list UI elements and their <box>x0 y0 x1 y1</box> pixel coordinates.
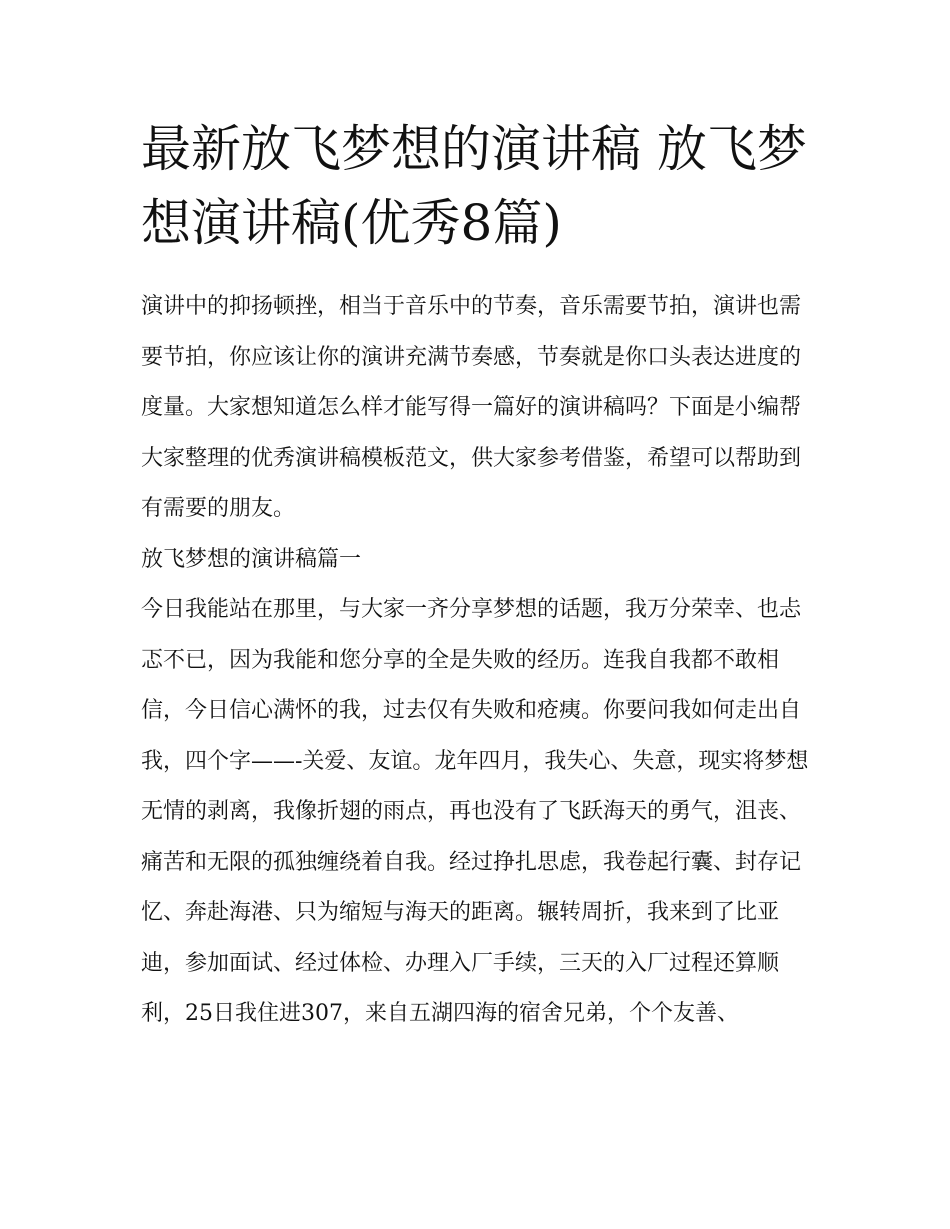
document-title: 最新放飞梦想的演讲稿 放飞梦想演讲稿(优秀8篇) <box>141 120 807 252</box>
intro-paragraph: 演讲中的抑扬顿挫，相当于音乐中的节奏，音乐需要节拍，演讲也需要节拍，你应该让你的演讲充满节奏感，节奏就是你口头表达进度的度量。大家想知道怎么样才能写得一篇好的演讲稿吗？下面是小编帮大家整理的优秀演讲稿模板范文，供大家参考借鉴，希望可以帮助到有需要的朋友。 <box>141 294 802 521</box>
section-heading: 放飞梦想的演讲稿篇一 <box>141 546 362 572</box>
body-paragraph: 今日我能站在那里，与大家一齐分享梦想的话题，我万分荣幸、也忐忑不已，因为我能和您分享的全是失败的经历。连我自我都不敢相信，今日信心满怀的我，过去仅有失败和疮痍。你要问我如何走出自我，四个字——-关爱、友谊。龙年四月，我失心、失意，现实将梦想无情的剥离，我像折翅的雨点，再也没有了飞跃海天的勇气，沮丧、痛苦和无限的孤独缠绕着自我。经过挣扎思虑，我卷起行囊、封存记忆、奔赴海港、只为缩短与海天的距离。辗转周折，我来到了比亚迪，参加面试、经过体检、办理入厂手续，三天的入厂过程还算顺利，25日我住进307，来自五湖四海的宿舍兄弟，个个友善、 <box>141 597 809 1026</box>
document-content <box>141 112 813 1040</box>
